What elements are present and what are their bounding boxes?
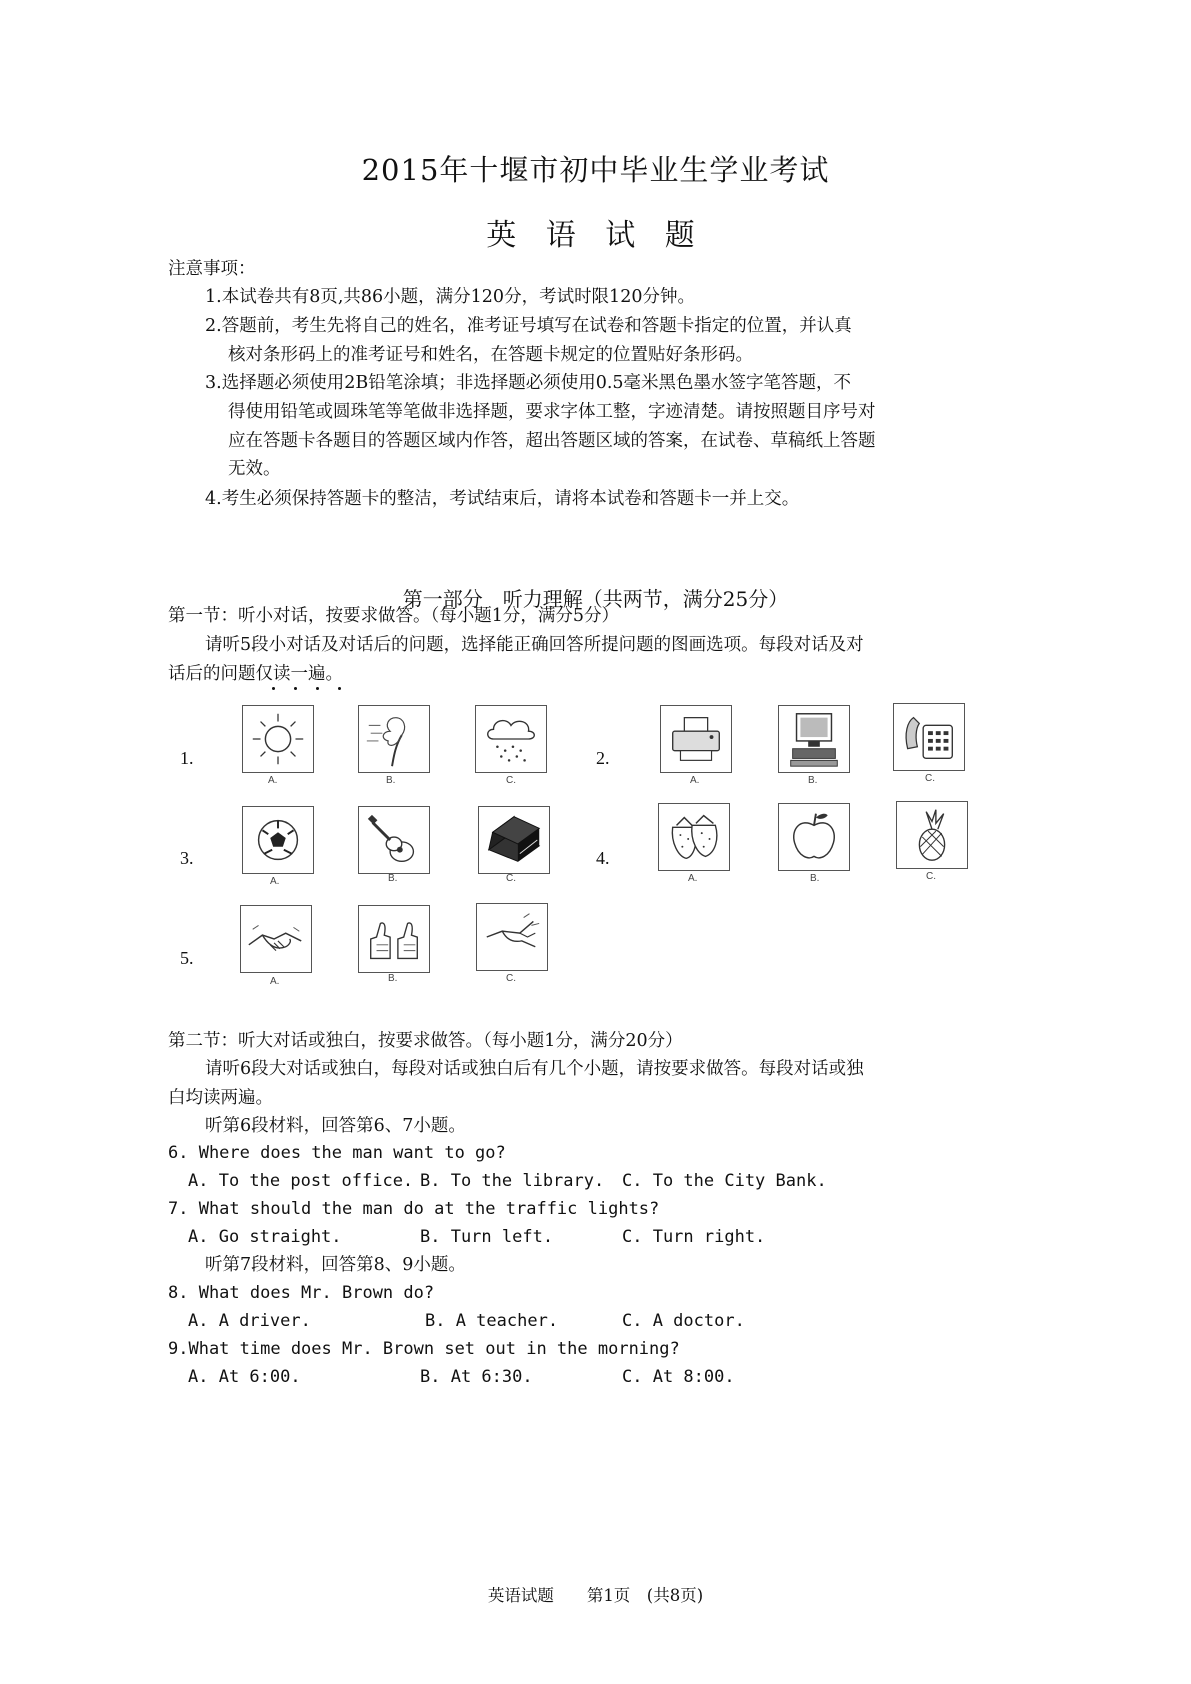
section2-heading: 第二节：听大对话或独白，按要求做答。（每小题1分，满分20分） [168, 1031, 683, 1051]
emphasis-dot [338, 687, 341, 690]
notice-line-6: 应在答题卡各题目的答题区域内作答，超出答题区域的答案，在试卷、草稿纸上答题 [228, 431, 876, 451]
picture-1a-label: A. [268, 775, 278, 786]
part1-title: 第一部分 听力理解（共两节，满分25分） [402, 587, 789, 611]
emphasis-dot [272, 687, 275, 690]
question-7-option-c: C. Turn right. [622, 1227, 766, 1247]
printer-icon [661, 706, 731, 772]
picture-4b [778, 803, 850, 871]
picture-3a [242, 806, 314, 874]
question-9-option-a: A. At 6:00. [188, 1367, 301, 1387]
computer-icon [779, 706, 849, 772]
windy-tree-icon [359, 706, 429, 772]
section1-instruction-2: 话后的问题仅读一遍。 [168, 664, 343, 684]
notice-line-7: 无效。 [228, 459, 281, 479]
sun-icon [243, 706, 313, 772]
question-5-number: 5. [180, 948, 194, 968]
thumbs-up-icon [359, 906, 429, 972]
picture-1c-label: C. [506, 775, 516, 786]
rain-cloud-icon [476, 706, 546, 772]
question-6-text: 6. Where does the man want to go? [168, 1143, 506, 1163]
question-9-option-b: B. At 6:30. [420, 1367, 533, 1387]
guitar-icon [359, 807, 429, 873]
notice-line-5: 得使用铅笔或圆珠笔等笔做非选择题，要求字体工整，字迹清楚。请按照题目序号对 [228, 402, 876, 422]
handshake-icon [241, 906, 311, 972]
section1-instruction-1: 请听5段小对话及对话后的问题，选择能正确回答所提问题的图画选项。每段对话及对 [205, 635, 864, 655]
emphasis-dot [294, 687, 297, 690]
question-6-option-c: C. To the City Bank. [622, 1171, 827, 1191]
question-7-option-a: A. Go straight. [188, 1227, 342, 1247]
picture-5b-label: B. [388, 973, 398, 984]
exam-subtitle: 英 语 试 题 [486, 218, 705, 253]
picture-1b-label: B. [386, 775, 396, 786]
question-7-text: 7. What should the man do at the traffic lights? [168, 1199, 660, 1219]
question-8-option-a: A. A driver. [188, 1311, 311, 1331]
material-6-note: 听第6段材料，回答第6、7小题。 [205, 1116, 466, 1136]
material-7-note: 听第7段材料，回答第8、9小题。 [205, 1255, 466, 1275]
section2-instruction-2: 白均读两遍。 [168, 1088, 273, 1108]
exam-title: 2015年十堰市初中毕业生学业考试 [361, 153, 830, 187]
strawberry-icon [659, 804, 729, 870]
picture-4a [658, 803, 730, 871]
question-8-text: 8. What does Mr. Brown do? [168, 1283, 435, 1303]
question-9-text: 9.What time does Mr. Brown set out in the morning? [168, 1339, 680, 1359]
notice-line-1: 1.本试卷共有8页,共86小题，满分120分，考试时限120分钟。 [205, 287, 695, 307]
picture-1c [475, 705, 547, 773]
picture-3c-label: C. [506, 873, 516, 884]
picture-3b-label: B. [388, 873, 398, 884]
section2-instruction-1: 请听6段大对话或独白，每段对话或独白后有几个小题，请按要求做答。每段对话或独 [205, 1059, 864, 1079]
question-7-option-b: B. Turn left. [420, 1227, 554, 1247]
question-9-option-c: C. At 8:00. [622, 1367, 735, 1387]
picture-5b [358, 905, 430, 973]
picture-1b [358, 705, 430, 773]
section1-heading: 第一节：听小对话，按要求做答。（每小题1分，满分5分） [168, 606, 620, 626]
picture-4b-label: B. [810, 873, 820, 884]
telephone-icon [894, 704, 964, 770]
page-footer: 英语试题 第1页 (共8页) [487, 1586, 704, 1605]
picture-5a-label: A. [270, 976, 280, 987]
picture-2a-label: A. [690, 775, 700, 786]
picture-3b [358, 806, 430, 874]
question-2-number: 2. [596, 748, 610, 768]
picture-5c-label: C. [506, 973, 516, 984]
picture-2c [893, 703, 965, 771]
question-6-option-b: B. To the library. [420, 1171, 605, 1191]
apple-icon [779, 804, 849, 870]
picture-3c [478, 806, 550, 874]
emphasis-dot [316, 687, 319, 690]
notice-line-4: 3.选择题必须使用2B铅笔涂填；非选择题必须使用0.5毫米黑色墨水签字笔答题，不 [205, 373, 852, 393]
picture-2b [778, 705, 850, 773]
picture-2b-label: B. [808, 775, 818, 786]
picture-3a-label: A. [270, 876, 280, 887]
question-8-option-b: B. A teacher. [425, 1311, 559, 1331]
picture-5c [476, 903, 548, 971]
soccer-ball-icon [243, 807, 313, 873]
notice-line-2: 2.答题前，考生先将自己的姓名，准考证号填写在试卷和答题卡指定的位置，并认真 [205, 316, 852, 336]
picture-5a [240, 905, 312, 973]
picture-2c-label: C. [925, 773, 935, 784]
picture-4c [896, 801, 968, 869]
notice-line-8: 4.考生必须保持答题卡的整洁，考试结束后，请将本试卷和答题卡一并上交。 [205, 489, 800, 509]
question-1-number: 1. [180, 748, 194, 768]
question-3-number: 3. [180, 848, 194, 868]
question-6-option-a: A. To the post office. [188, 1171, 414, 1191]
notice-line-3: 核对条形码上的准考证号和姓名，在答题卡规定的位置贴好条形码。 [228, 345, 753, 365]
notice-heading: 注意事项： [168, 259, 256, 279]
picture-4a-label: A. [688, 873, 698, 884]
book-icon [479, 807, 549, 873]
picture-2a [660, 705, 732, 773]
handwave-icon [477, 904, 547, 970]
pineapple-icon [897, 802, 967, 868]
question-8-option-c: C. A doctor. [622, 1311, 745, 1331]
question-4-number: 4. [596, 848, 610, 868]
picture-4c-label: C. [926, 871, 936, 882]
picture-1a [242, 705, 314, 773]
